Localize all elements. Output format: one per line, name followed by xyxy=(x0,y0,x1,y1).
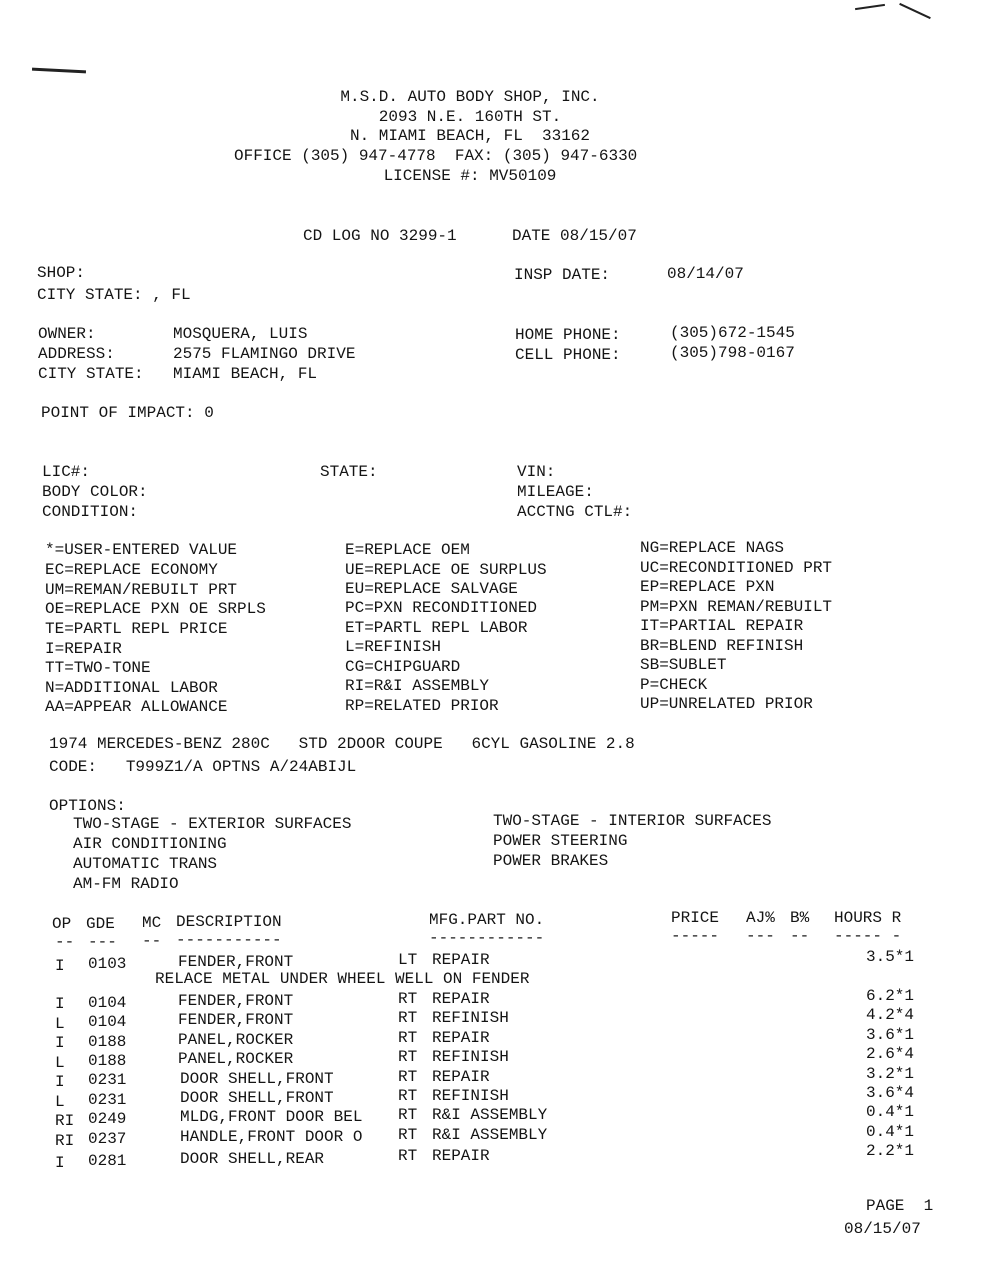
owner-label: OWNER: xyxy=(38,325,96,343)
cell-phone-label: CELL PHONE: xyxy=(515,346,621,364)
owner-city-state-label: CITY STATE: xyxy=(38,365,144,383)
underline-price: ----- xyxy=(671,927,720,945)
row-side: RT xyxy=(398,1087,418,1105)
row-note: RELACE METAL UNDER WHEEL WELL ON FENDER xyxy=(155,970,530,988)
row-hours: 4.2*4 xyxy=(865,1006,914,1024)
option-item: AIR CONDITIONING xyxy=(73,835,227,853)
underline-b: -- xyxy=(790,927,810,945)
row-gde: 0188 xyxy=(88,1033,127,1051)
company-name: M.S.D. AUTO BODY SHOP, INC. xyxy=(340,88,600,106)
row-action: REPAIR xyxy=(432,990,490,1008)
option-item: AUTOMATIC TRANS xyxy=(73,855,218,873)
row-op: I xyxy=(55,957,65,975)
col-header-part-no: MFG.PART NO. xyxy=(429,911,545,929)
scan-mark-left xyxy=(32,68,86,74)
owner-city-state: MIAMI BEACH, FL xyxy=(173,365,318,383)
option-item: TWO-STAGE - INTERIOR SURFACES xyxy=(493,812,772,830)
underline-mc: -- xyxy=(142,932,162,950)
legend-item: I=REPAIR xyxy=(45,640,122,658)
insp-date-label: INSP DATE: xyxy=(514,266,611,284)
state-label: STATE: xyxy=(320,463,378,481)
options-title: OPTIONS: xyxy=(49,797,126,815)
row-gde: 0281 xyxy=(88,1152,127,1170)
legend-item: *=USER-ENTERED VALUE xyxy=(45,541,238,559)
company-street: 2093 N.E. 160TH ST. xyxy=(378,108,562,126)
company-city: N. MIAMI BEACH, FL 33162 xyxy=(349,127,591,145)
row-side: RT xyxy=(398,1126,418,1144)
col-header-gde: GDE xyxy=(86,915,115,933)
legend-item: EP=REPLACE PXN xyxy=(640,578,775,596)
row-action: REPAIR xyxy=(432,1068,490,1086)
legend-item: BR=BLEND REFINISH xyxy=(640,637,804,655)
row-gde: 0231 xyxy=(88,1091,127,1109)
legend-item: EU=REPLACE SALVAGE xyxy=(345,580,518,598)
row-description: DOOR SHELL,FRONT xyxy=(180,1070,334,1088)
underline-aj: --- xyxy=(746,927,775,945)
vehicle-code: CODE: T999Z1/A OPTNS A/24ABIJL xyxy=(49,758,357,776)
company-phones: OFFICE (305) 947-4778 FAX: (305) 947-6330 xyxy=(234,147,638,165)
row-hours: 0.4*1 xyxy=(865,1103,914,1121)
row-hours: 2.6*4 xyxy=(865,1045,914,1063)
acctng-label: ACCTNG CTL#: xyxy=(517,503,633,521)
row-op: I xyxy=(55,1034,65,1052)
row-side: RT xyxy=(398,1029,418,1047)
row-action: REFINISH xyxy=(432,1087,509,1105)
underline-hours: ----- - xyxy=(834,927,902,945)
row-action: REFINISH xyxy=(432,1009,509,1027)
cd-log-number: CD LOG NO 3299-1 xyxy=(303,227,457,245)
row-side: LT xyxy=(398,951,418,969)
legend-item: CG=CHIPGUARD xyxy=(345,658,461,676)
row-op: I xyxy=(55,995,65,1013)
owner-name: MOSQUERA, LUIS xyxy=(173,325,308,343)
owner-address: 2575 FLAMINGO DRIVE xyxy=(173,345,356,363)
row-gde: 0104 xyxy=(88,1013,127,1031)
page-number: PAGE 1 xyxy=(866,1197,934,1215)
row-op: L xyxy=(55,1054,65,1072)
legend-item: RP=RELATED PRIOR xyxy=(345,697,499,715)
legend-item: PM=PXN REMAN/REBUILT xyxy=(640,598,833,616)
legend-item: SB=SUBLET xyxy=(640,656,727,674)
row-side: RT xyxy=(398,1068,418,1086)
footer-date: 08/15/07 xyxy=(844,1220,921,1238)
row-side: RT xyxy=(398,1009,418,1027)
row-side: RT xyxy=(398,1147,418,1165)
col-header-hours: HOURS R xyxy=(834,909,902,927)
col-header-mc: MC xyxy=(142,914,162,932)
row-description: FENDER,FRONT xyxy=(178,992,294,1010)
row-gde: 0237 xyxy=(88,1130,127,1148)
row-action: REPAIR xyxy=(432,1147,490,1165)
shop-label: SHOP: xyxy=(37,264,86,282)
legend-item: UP=UNRELATED PRIOR xyxy=(640,695,813,713)
underline-op: -- xyxy=(55,933,75,951)
legend-item: NG=REPLACE NAGS xyxy=(640,539,785,557)
row-hours: 3.2*1 xyxy=(865,1065,914,1083)
row-description: FENDER,FRONT xyxy=(178,1011,294,1029)
legend-item: AA=APPEAR ALLOWANCE xyxy=(45,698,228,716)
lic-label: LIC#: xyxy=(42,463,91,481)
row-action: R&I ASSEMBLY xyxy=(432,1106,548,1124)
legend-item: UM=REMAN/REBUILT PRT xyxy=(45,581,238,599)
legend-item: OE=REPLACE PXN OE SRPLS xyxy=(45,600,266,618)
legend-item: ET=PARTL REPL LABOR xyxy=(345,619,528,637)
body-color-label: BODY COLOR: xyxy=(42,483,148,501)
col-header-price: PRICE xyxy=(671,909,720,927)
row-gde: 0231 xyxy=(88,1071,127,1089)
home-phone: (305)672-1545 xyxy=(670,324,795,342)
row-hours: 2.2*1 xyxy=(865,1142,914,1160)
legend-item: TT=TWO-TONE xyxy=(45,659,151,677)
option-item: TWO-STAGE - EXTERIOR SURFACES xyxy=(73,815,352,833)
row-hours: 3.5*1 xyxy=(865,948,914,966)
insp-date-value: 08/14/07 xyxy=(667,265,744,283)
row-gde: 0104 xyxy=(88,994,127,1012)
legend-item: RI=R&I ASSEMBLY xyxy=(345,677,490,695)
legend-item: PC=PXN RECONDITIONED xyxy=(345,599,538,617)
col-header-op: OP xyxy=(52,915,72,933)
row-op: L xyxy=(55,1093,65,1111)
legend-item: P=CHECK xyxy=(640,676,708,694)
condition-label: CONDITION: xyxy=(42,503,139,521)
legend-item: L=REFINISH xyxy=(345,638,442,656)
row-side: RT xyxy=(398,990,418,1008)
legend-item: E=REPLACE OEM xyxy=(345,541,470,559)
legend-item: TE=PARTL REPL PRICE xyxy=(45,620,228,638)
row-description: PANEL,ROCKER xyxy=(178,1050,294,1068)
row-description: DOOR SHELL,REAR xyxy=(180,1150,325,1168)
row-action: REFINISH xyxy=(432,1048,509,1066)
legend-item: N=ADDITIONAL LABOR xyxy=(45,679,218,697)
row-description: PANEL,ROCKER xyxy=(178,1031,294,1049)
company-license: LICENSE #: MV50109 xyxy=(383,167,557,185)
option-item: POWER STEERING xyxy=(493,832,628,850)
address-label: ADDRESS: xyxy=(38,345,115,363)
scan-mark-top-right-2 xyxy=(899,3,931,19)
legend-item: UE=REPLACE OE SURPLUS xyxy=(345,561,547,579)
row-gde: 0103 xyxy=(88,955,127,973)
row-description: MLDG,FRONT DOOR BEL xyxy=(180,1108,363,1126)
option-item: AM-FM RADIO xyxy=(73,875,179,893)
col-header-description: DESCRIPTION xyxy=(176,913,282,931)
row-description: FENDER,FRONT xyxy=(178,953,294,971)
legend-item: EC=REPLACE ECONOMY xyxy=(45,561,218,579)
underline-description: ----------- xyxy=(176,931,282,949)
log-date: DATE 08/15/07 xyxy=(512,227,637,245)
col-header-b: B% xyxy=(790,909,810,927)
row-action: R&I ASSEMBLY xyxy=(432,1126,548,1144)
row-hours: 0.4*1 xyxy=(865,1123,914,1141)
row-action: REPAIR xyxy=(432,951,490,969)
scan-mark-top-right xyxy=(855,4,885,10)
option-item: POWER BRAKES xyxy=(493,852,609,870)
underline-gde: --- xyxy=(88,933,117,951)
point-of-impact: POINT OF IMPACT: 0 xyxy=(41,404,214,422)
row-description: DOOR SHELL,FRONT xyxy=(180,1089,334,1107)
legend-item: IT=PARTIAL REPAIR xyxy=(640,617,804,635)
legend-item: UC=RECONDITIONED PRT xyxy=(640,559,833,577)
row-op: RI xyxy=(55,1112,75,1130)
row-op: RI xyxy=(55,1132,75,1150)
row-hours: 6.2*1 xyxy=(865,987,914,1005)
row-hours: 3.6*4 xyxy=(865,1084,914,1102)
row-op: I xyxy=(55,1154,65,1172)
cell-phone: (305)798-0167 xyxy=(670,344,795,362)
row-op: L xyxy=(55,1015,65,1033)
row-action: REPAIR xyxy=(432,1029,490,1047)
home-phone-label: HOME PHONE: xyxy=(515,326,621,344)
mileage-label: MILEAGE: xyxy=(517,483,594,501)
row-side: RT xyxy=(398,1048,418,1066)
row-side: RT xyxy=(398,1106,418,1124)
row-description: HANDLE,FRONT DOOR O xyxy=(180,1128,363,1146)
row-gde: 0188 xyxy=(88,1052,127,1070)
vin-label: VIN: xyxy=(517,463,556,481)
row-gde: 0249 xyxy=(88,1110,127,1128)
underline-part-no: ------------ xyxy=(429,929,545,947)
shop-city-state: CITY STATE: , FL xyxy=(37,286,191,304)
vehicle-description: 1974 MERCEDES-BENZ 280C STD 2DOOR COUPE 6CYL GASOLINE 2.8 xyxy=(49,735,635,753)
row-op: I xyxy=(55,1073,65,1091)
col-header-aj: AJ% xyxy=(746,909,775,927)
row-hours: 3.6*1 xyxy=(865,1026,914,1044)
